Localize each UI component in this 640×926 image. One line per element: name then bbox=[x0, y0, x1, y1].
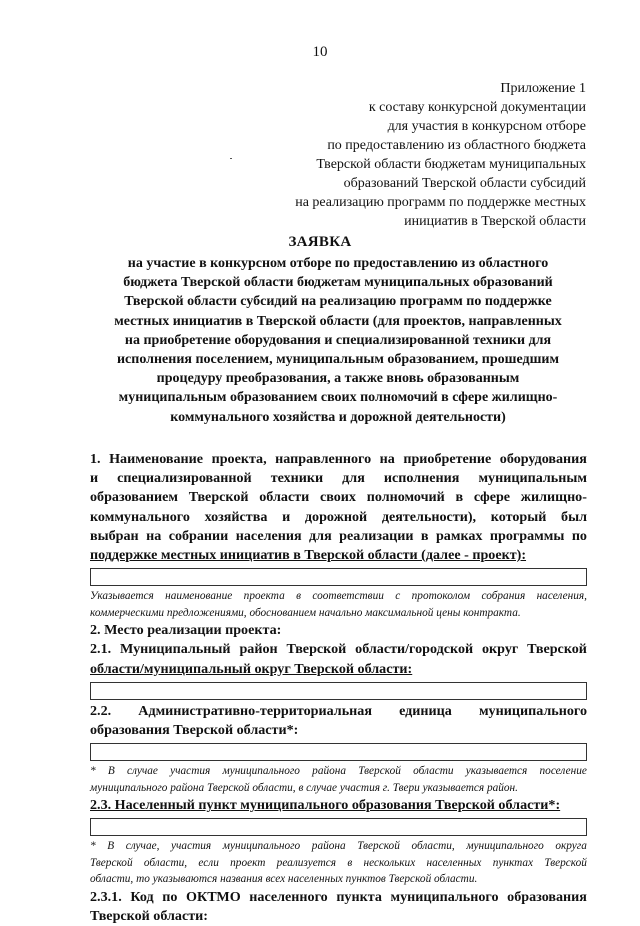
word: Тверской bbox=[286, 641, 347, 658]
subtitle-line: муниципальным образованием своих полномочий в сфере жилищно- bbox=[118, 390, 558, 406]
section-2-2-heading bbox=[90, 702, 587, 721]
word: на bbox=[379, 451, 395, 467]
section-2-2-note bbox=[90, 763, 587, 780]
word: Тверской bbox=[188, 489, 249, 506]
word: муниципальным bbox=[478, 470, 587, 487]
word: техники bbox=[270, 470, 324, 487]
word: полномочий bbox=[366, 489, 445, 506]
word: области bbox=[413, 765, 454, 778]
appendix-line: образований Тверской области субсидий bbox=[343, 176, 586, 191]
word: Указывается bbox=[90, 590, 154, 603]
section-2-2-heading-last-line: образования Тверской области*: bbox=[90, 722, 299, 739]
word: и bbox=[282, 508, 291, 525]
word: протоколом bbox=[411, 590, 471, 603]
word: населенных bbox=[426, 856, 482, 869]
section-2-3-1-heading-last-line: Тверской области: bbox=[90, 908, 208, 925]
note-line bbox=[90, 855, 587, 872]
word: населения, bbox=[536, 590, 587, 603]
word: соответствии bbox=[312, 590, 384, 603]
section-2-3-note bbox=[90, 838, 587, 871]
word: наименование bbox=[165, 590, 233, 603]
word: оборудования bbox=[499, 451, 587, 467]
word: единица bbox=[399, 702, 452, 719]
subtitle-line: Тверской области субсидий на реализацию программ по поддержке bbox=[124, 294, 552, 310]
section-2-3-heading: 2.3. Населенный пункт муниципального образования Тверской области*: bbox=[90, 797, 561, 814]
note-line bbox=[90, 763, 587, 780]
word: Тверской bbox=[358, 765, 401, 778]
word: и bbox=[90, 470, 99, 487]
word: В bbox=[107, 765, 115, 778]
word: участия bbox=[170, 765, 211, 778]
word: Тверской bbox=[90, 856, 133, 869]
note-line bbox=[90, 838, 587, 855]
section-2-2-note-last-line: муниципального района Тверской области, в случае участия г. Твери указывается район. bbox=[90, 781, 518, 794]
word: хозяйства bbox=[204, 508, 268, 525]
word: рамках bbox=[435, 527, 483, 544]
section-2-3-1-heading bbox=[90, 888, 587, 907]
word: по bbox=[162, 888, 178, 905]
word: муниципального bbox=[466, 840, 544, 853]
word: населения bbox=[235, 527, 302, 544]
word: нескольких bbox=[363, 856, 416, 869]
appendix-line: для участия в конкурсном отборе bbox=[387, 119, 586, 134]
appendix-line: по предоставлению из областного бюджета bbox=[327, 138, 586, 153]
section-2-1-heading-last-line: области/муниципальный округ Тверской области: bbox=[90, 660, 413, 677]
section-1-heading-last-line: поддержке местных инициатив в Тверской области (далее - проект): bbox=[90, 547, 527, 564]
word: муниципального bbox=[390, 888, 499, 905]
word: по bbox=[571, 527, 587, 544]
word: деятельности), bbox=[381, 508, 477, 525]
heading-line bbox=[90, 888, 587, 907]
word: образования bbox=[507, 888, 587, 905]
word: области, bbox=[143, 856, 188, 869]
word: случае, bbox=[125, 840, 160, 853]
word: приобретение bbox=[403, 451, 492, 467]
word: 1. bbox=[90, 451, 101, 467]
word: проекта, bbox=[211, 451, 267, 467]
heading-line bbox=[90, 527, 587, 546]
word: дорожной bbox=[304, 508, 368, 525]
word: образованием bbox=[90, 489, 179, 506]
appendix-block bbox=[250, 79, 586, 231]
word: своих bbox=[319, 489, 356, 506]
word: на bbox=[146, 527, 162, 544]
word: пункта bbox=[336, 888, 382, 905]
section-1-note-last-line: коммерческими предложениями, обоснованием начально максимальной цены контракта. bbox=[90, 606, 521, 619]
word: собрания bbox=[481, 590, 526, 603]
word: * bbox=[90, 765, 96, 778]
word: жилищно- bbox=[520, 489, 587, 506]
word: 2.1. bbox=[90, 641, 112, 658]
subtitle-line: бюджета Тверской области бюджетам муниципальных образований bbox=[123, 275, 553, 291]
section-2-3-note-last-line: области, то указываются названия всех населенных пунктов Тверской области. bbox=[90, 873, 478, 886]
word: Код bbox=[130, 888, 154, 905]
section-2-heading: 2. Место реализации проекта: bbox=[90, 622, 282, 639]
word: выбран bbox=[90, 527, 139, 544]
heading-line bbox=[90, 702, 587, 721]
section-1-heading bbox=[90, 450, 587, 546]
form-body bbox=[90, 450, 587, 926]
word: для bbox=[309, 527, 332, 544]
appendix-line: Приложение 1 bbox=[500, 81, 586, 96]
word: Тверской bbox=[357, 840, 400, 853]
word: области/городской bbox=[355, 641, 474, 658]
word: направленного bbox=[275, 451, 372, 467]
section-1-note bbox=[90, 588, 587, 605]
subtitle-line: коммунального хозяйства и дорожной деятельности) bbox=[170, 409, 506, 425]
appendix-line: инициатив в Тверской области bbox=[404, 214, 586, 229]
section-2-1-heading bbox=[90, 640, 587, 659]
heading-line bbox=[90, 469, 587, 488]
word: муниципального bbox=[478, 702, 587, 719]
scan-speck bbox=[230, 158, 232, 159]
word: муниципального bbox=[222, 840, 301, 853]
page-number: 10 bbox=[312, 44, 328, 60]
word: района bbox=[312, 765, 347, 778]
note-line bbox=[90, 588, 587, 605]
word: в bbox=[420, 527, 429, 544]
word: Административно-территориальная bbox=[138, 702, 372, 719]
word: коммунального bbox=[90, 508, 190, 525]
settlement-field[interactable] bbox=[90, 818, 587, 836]
word: ОКТМО bbox=[186, 888, 241, 905]
project-name-field[interactable] bbox=[90, 568, 587, 586]
heading-line bbox=[90, 640, 587, 659]
word: области bbox=[259, 489, 310, 506]
word: собрании bbox=[168, 527, 229, 544]
word: с bbox=[395, 590, 401, 603]
word: который bbox=[490, 508, 547, 525]
word: в bbox=[296, 590, 301, 603]
word: случае bbox=[127, 765, 158, 778]
application-title: ЗАЯВКА bbox=[288, 234, 352, 250]
word: Тверской bbox=[527, 641, 587, 658]
word: * bbox=[90, 840, 96, 853]
word: Наименование bbox=[109, 451, 204, 467]
word: пунктах bbox=[492, 856, 534, 869]
word: населенного bbox=[249, 888, 328, 905]
word: специализированной bbox=[117, 470, 252, 487]
word: В bbox=[107, 840, 115, 853]
subtitle-line: на участие в конкурсном отборе по предоставлению из областного bbox=[127, 256, 549, 271]
heading-line bbox=[90, 508, 587, 527]
word: реализации bbox=[339, 527, 414, 544]
word: для bbox=[342, 470, 365, 487]
subtitle-line: местных инициатив в Тверской области (для проектов, направленных bbox=[114, 313, 562, 329]
word: указывается bbox=[465, 765, 528, 778]
word: округа bbox=[555, 840, 587, 853]
word: исполнения bbox=[383, 470, 460, 487]
word: 2.2. bbox=[90, 702, 112, 719]
word: поселение bbox=[539, 765, 587, 778]
appendix-line: Тверской области бюджетам муниципальных bbox=[316, 157, 586, 172]
word: если bbox=[198, 856, 219, 869]
subtitle-line: на приобретение оборудования и специализированной техники для bbox=[124, 332, 552, 348]
word: проекта bbox=[243, 590, 285, 603]
territorial-unit-field[interactable] bbox=[90, 743, 587, 761]
subtitle-line: исполнения поселением, муниципальным образованием, прошедшим bbox=[116, 352, 560, 368]
word: области, bbox=[411, 840, 455, 853]
word: муниципального bbox=[222, 765, 300, 778]
word: в bbox=[347, 856, 353, 869]
heading-line bbox=[90, 488, 587, 507]
subtitle-line: процедуру преобразования, а также вновь образованным bbox=[156, 371, 520, 387]
word: Муниципальный bbox=[120, 641, 231, 658]
word: участия bbox=[171, 840, 212, 853]
word: был bbox=[561, 508, 587, 525]
heading-line bbox=[90, 450, 587, 469]
word: реализуется bbox=[276, 856, 337, 869]
word: сфере bbox=[473, 489, 511, 506]
word: района bbox=[311, 840, 346, 853]
application-subtitle bbox=[92, 254, 584, 427]
district-field[interactable] bbox=[90, 682, 587, 700]
word: 2.3.1. bbox=[90, 888, 122, 905]
word: Тверской bbox=[544, 856, 587, 869]
word: район bbox=[239, 641, 278, 658]
word: проект bbox=[230, 856, 266, 869]
appendix-line: к составу конкурсной документации bbox=[368, 100, 586, 115]
word: программы bbox=[489, 527, 565, 544]
appendix-line: на реализацию программ по поддержке местных bbox=[295, 195, 586, 210]
word: в bbox=[455, 489, 464, 506]
word: округ bbox=[482, 641, 519, 658]
